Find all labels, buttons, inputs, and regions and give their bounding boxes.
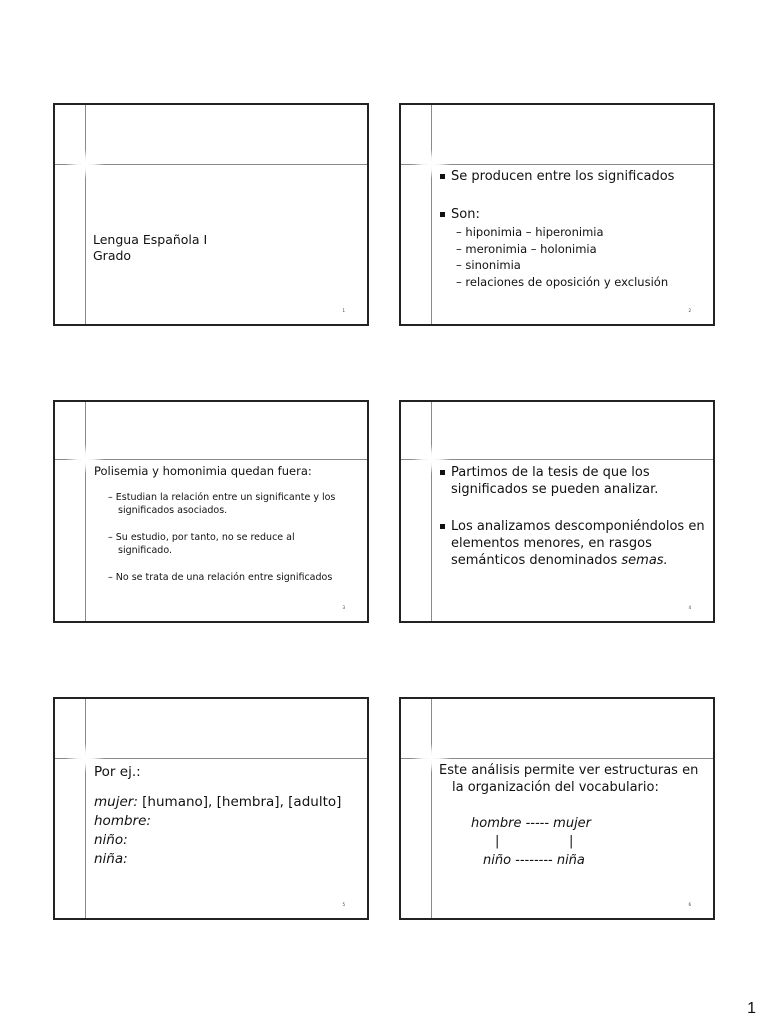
- slide-heading: Polisemia y homonimia quedan fuera:: [94, 464, 312, 478]
- slide-1-title: [93, 232, 207, 264]
- slide-6: [399, 697, 715, 920]
- example-features: [humano], [hembra], [adulto]: [137, 794, 342, 810]
- slide-number: 2: [688, 308, 691, 313]
- example-row: [94, 793, 369, 812]
- slide-number: 5: [342, 902, 345, 907]
- sub-list: [440, 224, 710, 290]
- sub-item: – meronimia – holonimia: [456, 241, 597, 256]
- slide-number: 6: [688, 902, 691, 907]
- item-line: – Su estudio, por tanto, no se reduce al: [108, 532, 295, 543]
- example-word: niño:: [94, 832, 128, 848]
- example-word: mujer:: [94, 794, 138, 810]
- square-bullet-icon: [440, 524, 445, 529]
- bullet-text-line: elementos menores, en rasgos: [451, 536, 652, 551]
- slide-vertical-rule: [85, 402, 86, 621]
- item-list: [94, 491, 369, 584]
- page-number: 1: [747, 1000, 756, 1017]
- sub-item: – hiponimia – hiperonimia: [456, 225, 604, 239]
- slide-2-body: [440, 168, 710, 290]
- light-flare-vertical: [427, 444, 435, 474]
- sub-item: – relaciones de oposición y exclusión: [456, 274, 669, 289]
- example-word: hombre:: [94, 813, 151, 829]
- bullet-item: [440, 464, 715, 498]
- slide-6-body: [439, 762, 714, 796]
- bullet-text-line: significados se pueden analizar.: [451, 482, 659, 497]
- slide-vertical-rule: [431, 402, 432, 621]
- bullet-text-line: Partimos de la tesis de que los: [451, 465, 650, 480]
- slide-4: [399, 400, 715, 623]
- example-word: niña:: [94, 851, 128, 867]
- slide-3-body: [94, 464, 369, 584]
- title-line-1: Lengua Española I: [93, 232, 208, 247]
- slide-vertical-rule: [431, 699, 432, 918]
- slide-2: [399, 103, 715, 326]
- bullet-text: Se producen entre los significados: [451, 169, 675, 184]
- light-flare-vertical: [81, 444, 89, 474]
- bullet-italic-term: semas.: [621, 553, 668, 568]
- bullet-item: [440, 518, 715, 569]
- bullet-item: [440, 168, 710, 185]
- sub-item: – sinonimia: [456, 258, 521, 272]
- bullet-text-span: semánticos denominados: [451, 553, 622, 568]
- square-bullet-icon: [440, 470, 445, 475]
- light-flare-vertical: [81, 149, 89, 179]
- example-intro: Por ej.:: [94, 764, 141, 780]
- slide-vertical-rule: [85, 105, 86, 324]
- slide-4-body: [440, 464, 715, 569]
- diagram-top-row: hombre ----- mujer: [471, 816, 592, 831]
- slide-5: [53, 697, 369, 920]
- square-bullet-icon: [440, 212, 445, 217]
- item-line: – No se trata de una relación entre significados: [108, 572, 333, 583]
- item-line: – Estudian la relación entre un significante y los: [108, 492, 336, 503]
- square-bullet-icon: [440, 174, 445, 179]
- title-line-2: Grado: [93, 248, 132, 263]
- slide-number: 4: [688, 605, 691, 610]
- slide-vertical-rule: [431, 105, 432, 324]
- light-flare-vertical: [81, 743, 89, 773]
- slide-5-body: [94, 763, 369, 869]
- slide-number: 1: [342, 308, 345, 313]
- diagram-connector-right: |: [569, 834, 574, 849]
- diagram-connector-left: |: [495, 834, 500, 849]
- item-line: significado.: [118, 545, 173, 556]
- bullet-text: Son:: [451, 207, 480, 222]
- bullet-text-line: Los analizamos descomponiéndolos en: [451, 519, 705, 534]
- item-line: significados asociados.: [118, 505, 228, 516]
- slide-vertical-rule: [85, 699, 86, 918]
- bullet-item: [440, 206, 710, 223]
- light-flare-vertical: [427, 149, 435, 179]
- light-flare-vertical: [427, 743, 435, 773]
- slide-number: 3: [342, 605, 345, 610]
- slide-1: [53, 103, 369, 326]
- bullet-text-line: [451, 552, 705, 569]
- body-line: Este análisis permite ver estructuras en: [439, 763, 699, 778]
- slide-3: [53, 400, 369, 623]
- body-line: la organización del vocabulario:: [452, 780, 659, 795]
- diagram-bottom-row: niño -------- niña: [483, 853, 585, 868]
